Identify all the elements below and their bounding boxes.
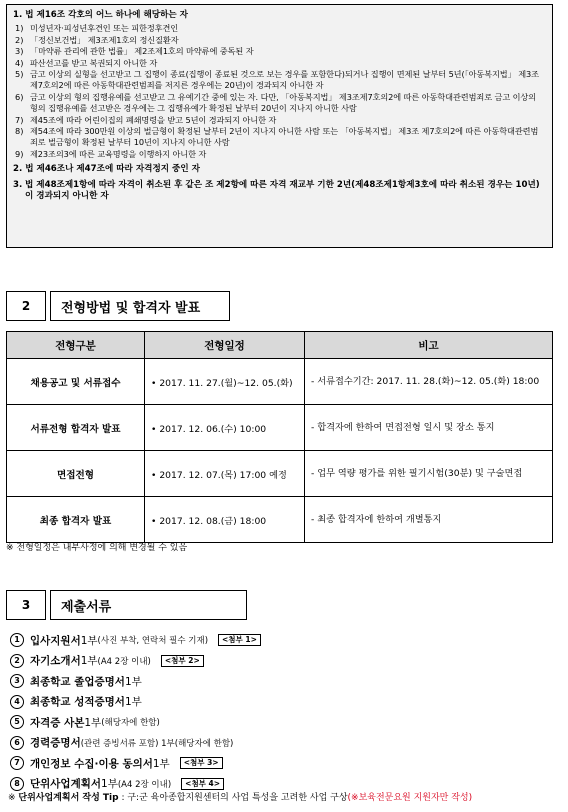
disq-item (13, 92, 546, 115)
disq-heading-3-number: 3. (13, 179, 23, 190)
document-name: 입사지원서 (30, 634, 81, 647)
document-note: (해당자에 한함) (101, 718, 160, 729)
disq-item-text: 미성년자·피성년후견인 또는 피한정후견인 (30, 23, 179, 34)
attachment-tag: <첨부 4> (181, 778, 224, 790)
list-item (10, 651, 261, 672)
list-item (10, 692, 261, 713)
document-list (10, 630, 261, 794)
disq-item-text: 「마약류 관리에 관한 법률」 제2조제1호의 마약류에 중독된 자 (30, 46, 254, 57)
document-name: 자기소개서 (30, 655, 81, 668)
disq-heading-3-text: 법 제48조제1항에 따라 자격이 취소된 후 같은 조 제2항에 따른 자격 재교부 기한 2년(제48조제1항제3호에 따라 취소된 경우는 10년)이 경과되지 아니한 자 (25, 179, 540, 202)
schedule-header-date: 전형일정 (145, 332, 305, 359)
document-name: 최종학교 졸업증명서 (30, 675, 125, 688)
schedule-type-cell: 채용공고 및 서류접수 (7, 359, 145, 405)
document-note: (A4 2장 이내) (97, 656, 151, 667)
disq-item-number: 2) (15, 34, 24, 45)
document-count: 1부 (124, 696, 142, 709)
tip-title: 단위사업계획서 작성 Tip (18, 793, 119, 803)
disq-item (13, 126, 546, 149)
circled-number: 2 (10, 654, 24, 668)
schedule-remarks-cell: - 업무 역량 평가를 위한 필기시험(30분) 및 구술면접 (305, 451, 553, 497)
schedule-type-cell: 면접전형 (7, 451, 145, 497)
disq-item (13, 58, 546, 69)
circled-number: 7 (10, 756, 24, 770)
disq-item-text: 「정신보건법」 제3조제1호의 정신질환자 (30, 34, 179, 45)
list-item (10, 733, 261, 754)
disq-item-text: 파산선고를 받고 복권되지 아니한 자 (30, 57, 158, 68)
section-2-title: 전형방법 및 합격자 발표 (50, 291, 230, 321)
circled-number: 3 (10, 674, 24, 688)
section-3-header (6, 590, 247, 620)
disq-item-text: 금고 이상의 실형을 선고받고 그 집행이 종료(집행이 종료된 것으로 보는 경우를 포함한다)되거나 집행이 면제된 날부터 5년(「아동복지법」 제3조제7호의2에 따른 아동학대관련범죄를 저지른 경우에는 20년)이 경과되지 아니한 자 (30, 69, 539, 91)
list-item (10, 712, 261, 733)
document-count: 1부 (124, 675, 142, 688)
section-2-header (6, 291, 230, 321)
list-item (10, 753, 261, 774)
disq-item (13, 69, 546, 92)
disq-item-number: 8) (15, 126, 24, 137)
schedule-note: ※ 전형일정은 내부사정에 의해 변경될 수 있음 (6, 543, 188, 553)
table-row (7, 497, 553, 543)
section-2-number: 2 (6, 291, 46, 321)
section-3-title: 제출서류 (50, 590, 247, 620)
document-count: 1부 (80, 634, 98, 647)
disq-heading-3 (13, 180, 546, 203)
document-count: 1부 (84, 716, 102, 729)
attachment-tag: <첨부 1> (218, 634, 261, 646)
circled-number: 6 (10, 736, 24, 750)
attachment-tag: <첨부 2> (161, 655, 204, 667)
document-count: 1부 (80, 655, 98, 668)
circled-number: 8 (10, 777, 24, 791)
plan-tip (8, 790, 472, 803)
circled-number: 1 (10, 633, 24, 647)
disq-item (13, 115, 546, 126)
schedule-remarks-cell: - 최종 합격자에 한하여 개별통지 (305, 497, 553, 543)
schedule-date-cell: • 2017. 12. 08.(금) 18:00 (145, 497, 305, 543)
schedule-remarks-cell: - 합격자에 한하여 면접전형 일시 및 장소 통지 (305, 405, 553, 451)
table-row (7, 405, 553, 451)
document-name: 경력증명서 (30, 737, 81, 750)
disq-heading-2: 2. 법 제46조나 제47조에 따라 자격정지 중인 자 (13, 164, 200, 175)
tip-note: (※보육전문요원 지원자만 작성) (347, 793, 473, 803)
document-count: 1부 (101, 778, 118, 791)
tip-lead: ※ (8, 793, 19, 803)
schedule-header-remarks: 비고 (305, 332, 553, 359)
document-note: (관련 증빙서류 포함) 1부(해당자에 한함) (80, 738, 234, 749)
disq-item-list (13, 23, 546, 160)
disq-item-text: 제45조에 따라 어린이집의 폐쇄명령을 받고 5년이 경과되지 아니한 자 (30, 114, 277, 125)
document-count: 1부 (152, 757, 170, 770)
list-item (10, 630, 261, 651)
tip-text: : 구:군 육아종합지원센터의 사업 특성을 고려한 사업 구상 (118, 793, 348, 803)
schedule-date-cell: • 2017. 12. 07.(목) 17:00 예정 (145, 451, 305, 497)
schedule-remarks-cell: - 서류접수기간: 2017. 11. 28.(화)~12. 05.(화) 18:00 (305, 359, 553, 405)
disqualification-box (6, 4, 553, 248)
schedule-type-cell: 최종 합격자 발표 (7, 497, 145, 543)
document-name: 개인정보 수집·이용 동의서 (30, 757, 153, 770)
disq-item-text: 제54조에 따라 300만원 이상의 벌금형이 확정된 날부터 2년이 지나지 아니한 사람 또는 「아동복지법」 제3조 제7호의2에 따른 아동학대관련범죄로 벌금형이 확정된 날부터 10년이 지나지 아니한 사람 (30, 126, 539, 148)
schedule-type-cell: 서류전형 합격자 발표 (7, 405, 145, 451)
disq-item-text: 제23조의3에 따른 교육명령을 이행하지 아니한 자 (30, 148, 207, 159)
document-name: 자격증 사본 (30, 716, 85, 729)
schedule-header-row (7, 332, 553, 359)
disq-item-number: 4) (15, 57, 24, 68)
circled-number: 4 (10, 695, 24, 709)
schedule-date-cell: • 2017. 12. 06.(수) 10:00 (145, 405, 305, 451)
schedule-date-cell: • 2017. 11. 27.(월)~12. 05.(화) (145, 359, 305, 405)
document-note: (사진 부착, 연락처 필수 기재) (97, 636, 209, 647)
section-3-number: 3 (6, 590, 46, 620)
disq-heading-1: 1. 법 제16조 각호의 어느 하나에 해당하는 자 (13, 10, 188, 20)
disq-item (13, 46, 546, 57)
disq-item (13, 23, 546, 34)
disq-item-number: 6) (15, 91, 24, 102)
attachment-tag: <첨부 3> (180, 757, 223, 769)
disq-item (13, 149, 546, 160)
disq-item (13, 35, 546, 46)
document-name: 최종학교 성적증명서 (30, 696, 125, 709)
disq-item-text: 금고 이상의 형의 집행유예를 선고받고 그 유예기간 중에 있는 자. 다만, 「아동복지법」 제3조제7호의2에 따른 아동학대관련범죄로 금고 이상의 형의 집행유예를 선고받은 경우에는 그 집행유예가 확정된 날부터 20년이 지나지 아니한 사람 (30, 91, 537, 114)
disq-item-number: 9) (15, 148, 24, 159)
schedule-header-type: 전형구분 (7, 332, 145, 359)
list-item (10, 671, 261, 692)
circled-number: 5 (10, 715, 24, 729)
disq-item-number: 5) (15, 69, 24, 80)
disq-item-number: 1) (15, 23, 24, 34)
schedule-table (6, 331, 553, 543)
disq-item-number: 7) (15, 114, 24, 125)
table-row (7, 451, 553, 497)
disq-item-number: 3) (15, 46, 24, 57)
document-name: 단위사업계획서 (30, 778, 102, 791)
document-note: (A4 2장 이내) (117, 779, 172, 790)
table-row (7, 359, 553, 405)
